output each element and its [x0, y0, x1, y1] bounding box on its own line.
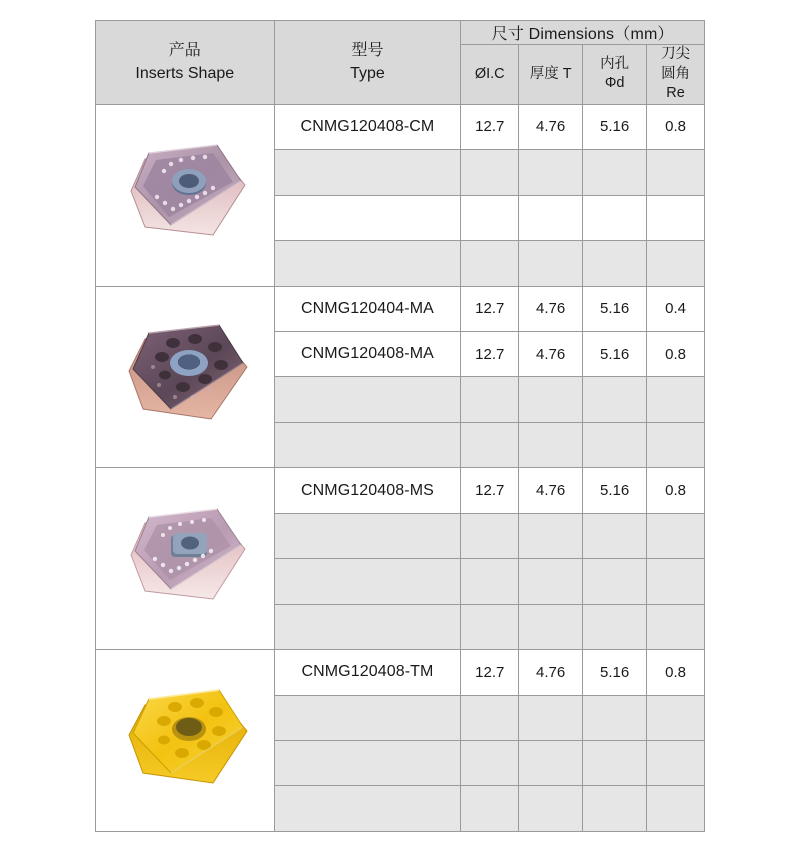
insert-image-cell-1	[96, 104, 275, 286]
cell-thickness	[519, 241, 583, 286]
cell-bore	[583, 786, 647, 832]
cell-bore: 5.16	[583, 104, 647, 149]
header-thickness: 厚度 T	[519, 45, 583, 105]
cnmg-insert-tm	[105, 677, 265, 805]
cnmg-insert-ma	[105, 313, 265, 441]
cell-bore	[583, 377, 647, 422]
cell-ic: 12.7	[461, 468, 519, 513]
cell-corner: 0.4	[647, 286, 705, 331]
cell-ic	[461, 741, 519, 786]
cell-thickness	[519, 195, 583, 240]
cell-thickness: 4.76	[519, 650, 583, 695]
header-bore	[583, 45, 647, 105]
cell-type: CNMG120408-MS	[274, 468, 461, 513]
cnmg-insert-ms	[105, 495, 265, 623]
cell-type	[274, 695, 461, 740]
cell-corner	[647, 195, 705, 240]
cell-bore: 5.16	[583, 286, 647, 331]
cell-thickness: 4.76	[519, 331, 583, 376]
cell-thickness	[519, 695, 583, 740]
cell-type	[274, 195, 461, 240]
cell-type	[274, 559, 461, 604]
table-header	[96, 21, 705, 105]
cell-ic: 12.7	[461, 104, 519, 149]
header-dimensions-group: 尺寸 Dimensions（mm）	[461, 21, 705, 45]
cell-ic	[461, 150, 519, 195]
cell-corner	[647, 513, 705, 558]
cell-type	[274, 604, 461, 649]
header-type-cn: 型号	[351, 42, 384, 60]
insert-image-cell-4	[96, 650, 275, 832]
cell-ic	[461, 513, 519, 558]
cell-thickness	[519, 786, 583, 832]
cell-corner: 0.8	[647, 331, 705, 376]
table-row	[96, 650, 705, 695]
header-corner-line1: 刀尖	[661, 46, 691, 62]
insert-graphic-tm	[109, 677, 261, 799]
cell-ic	[461, 786, 519, 832]
table-row	[96, 468, 705, 513]
cell-corner	[647, 741, 705, 786]
cell-type: CNMG120408-TM	[274, 650, 461, 695]
header-bore-cn: 内孔	[600, 55, 630, 72]
cell-corner: 0.8	[647, 104, 705, 149]
cell-bore	[583, 695, 647, 740]
cell-corner	[647, 150, 705, 195]
cell-bore	[583, 422, 647, 467]
cell-corner	[647, 695, 705, 740]
cell-thickness: 4.76	[519, 286, 583, 331]
cnmg-insert-cm	[105, 131, 265, 259]
cell-type	[274, 741, 461, 786]
cell-corner	[647, 786, 705, 832]
cell-ic: 12.7	[461, 286, 519, 331]
cell-type	[274, 786, 461, 832]
cell-type	[274, 513, 461, 558]
header-corner-radius	[647, 45, 705, 105]
header-inserts-shape-en: Inserts Shape	[135, 65, 235, 83]
header-row-top	[96, 21, 705, 45]
cell-type: CNMG120404-MA	[274, 286, 461, 331]
insert-specification-table	[95, 20, 705, 832]
header-type	[274, 21, 461, 105]
header-ic: ØI.C	[461, 45, 519, 105]
cell-bore: 5.16	[583, 468, 647, 513]
cell-thickness: 4.76	[519, 468, 583, 513]
insert-image-cell-2	[96, 286, 275, 468]
cell-thickness	[519, 513, 583, 558]
cell-corner	[647, 241, 705, 286]
insert-graphic-ma	[109, 313, 261, 435]
insert-graphic-ms	[109, 495, 261, 617]
insert-image-cell-3	[96, 468, 275, 650]
cell-corner: 0.8	[647, 650, 705, 695]
cell-ic	[461, 559, 519, 604]
cell-bore	[583, 150, 647, 195]
cell-bore: 5.16	[583, 650, 647, 695]
cell-ic	[461, 241, 519, 286]
header-inserts-shape-cn: 产品	[168, 42, 201, 60]
cell-thickness	[519, 604, 583, 649]
cell-thickness	[519, 422, 583, 467]
table-row	[96, 286, 705, 331]
cell-ic	[461, 604, 519, 649]
cell-type: CNMG120408-CM	[274, 104, 461, 149]
cell-corner	[647, 559, 705, 604]
header-corner-line3: Re	[666, 85, 685, 102]
table-row	[96, 104, 705, 149]
cell-type	[274, 422, 461, 467]
cell-bore	[583, 513, 647, 558]
cell-corner	[647, 604, 705, 649]
cell-bore	[583, 195, 647, 240]
cell-bore	[583, 241, 647, 286]
header-bore-symbol: Φd	[604, 75, 625, 92]
header-inserts-shape	[96, 21, 275, 105]
table-body	[96, 104, 705, 831]
cell-thickness	[519, 741, 583, 786]
cell-ic	[461, 695, 519, 740]
cell-ic	[461, 422, 519, 467]
cell-ic: 12.7	[461, 331, 519, 376]
cell-ic: 12.7	[461, 650, 519, 695]
cell-corner	[647, 377, 705, 422]
cell-ic	[461, 377, 519, 422]
cell-type: CNMG120408-MA	[274, 331, 461, 376]
cell-bore	[583, 559, 647, 604]
cell-corner	[647, 422, 705, 467]
spec-sheet	[95, 20, 705, 832]
insert-graphic-cm	[109, 131, 261, 253]
header-type-en: Type	[350, 65, 385, 83]
cell-ic	[461, 195, 519, 240]
cell-thickness	[519, 377, 583, 422]
cell-bore	[583, 604, 647, 649]
cell-type	[274, 241, 461, 286]
cell-corner: 0.8	[647, 468, 705, 513]
cell-type	[274, 150, 461, 195]
cell-bore	[583, 741, 647, 786]
header-corner-line2: 圆角	[661, 65, 691, 82]
cell-thickness	[519, 559, 583, 604]
cell-bore: 5.16	[583, 331, 647, 376]
cell-thickness	[519, 150, 583, 195]
cell-thickness: 4.76	[519, 104, 583, 149]
cell-type	[274, 377, 461, 422]
